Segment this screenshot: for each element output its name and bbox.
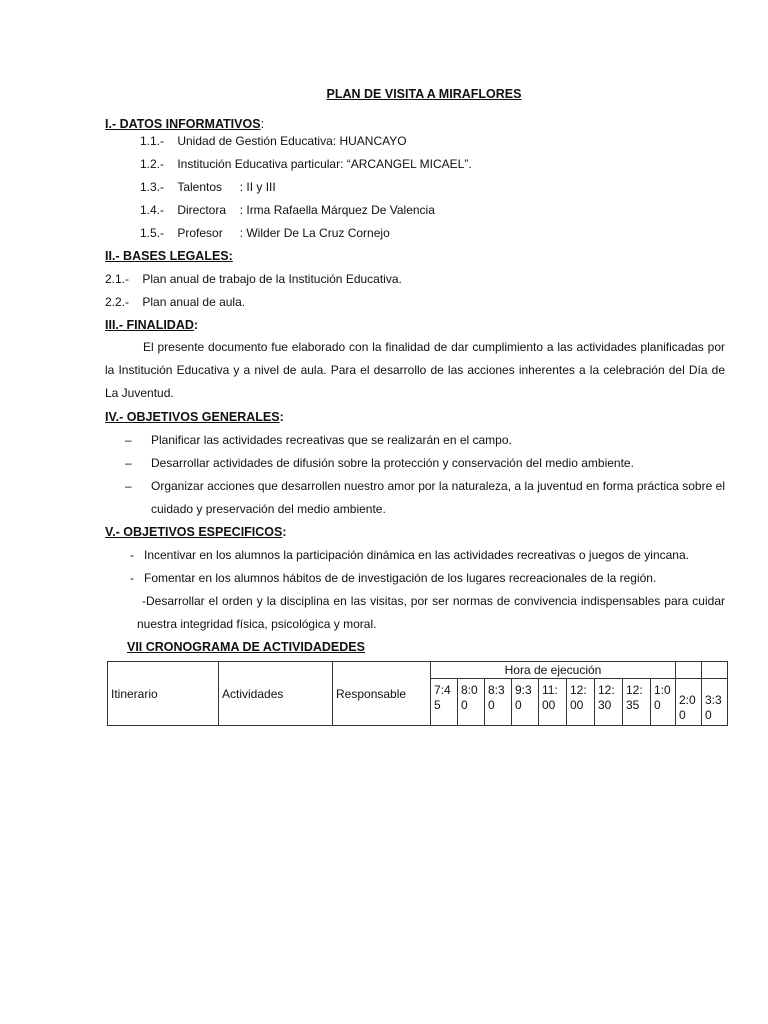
section-heading-datos-suffix: :: [260, 117, 265, 131]
section-heading-finalidad-text: III.- FINALIDAD: [105, 318, 194, 332]
section-heading-objetivos-especificos-suffix: :: [282, 525, 287, 539]
section-heading-finalidad-suffix: :: [193, 318, 199, 332]
bullet-text: Fomentar en los alumnos hábitos de de investigación de los lugares recreacionales de la región.: [144, 571, 657, 585]
bullet-text: Incentivar en los alumnos la participación dinámica en las actividades recreativas o juegos de yincana.: [144, 548, 689, 562]
bullet-dash: –: [125, 433, 132, 447]
item-label: Talentos: [177, 180, 223, 194]
section-heading-datos: [105, 117, 264, 131]
bullet-dash: -: [130, 571, 134, 585]
bullet-dash: –: [125, 456, 132, 470]
hora-cell: 11: 00: [539, 679, 567, 726]
hora-cell: 8:3 0: [485, 679, 512, 726]
header-empty-cell: [702, 662, 728, 679]
hora-cell: 2:0 0: [676, 679, 702, 726]
bullet-dash: -: [130, 548, 134, 562]
datos-item-3: [140, 180, 276, 194]
section-heading-objetivos-especificos: [105, 525, 287, 539]
hora-cell: 7:4 5: [431, 679, 458, 726]
finalidad-paragraph: El presente documento fue elaborado con la finalidad de dar cumplimiento a las actividades planificadas por la Institución Educativa y a nivel de aula. Para el desarrollo de las acciones inherentes a la celebración del Día de La Juventud.: [105, 340, 725, 400]
table-row: [108, 662, 728, 679]
item-label: Profesor: [177, 226, 223, 240]
item-value: : II y III: [239, 180, 276, 194]
datos-item-4: [140, 203, 435, 217]
section-heading-bases-text: II.- BASES LEGALES:: [105, 249, 233, 263]
item-label: Directora: [177, 203, 227, 217]
item-number: 1.2.-: [140, 157, 165, 171]
header-itinerario: Itinerario: [108, 662, 219, 726]
item-value: : Irma Rafaella Márquez De Valencia: [239, 203, 435, 217]
bullet-text: Organizar acciones que desarrollen nuestro amor por la naturaleza, a la juventud en forma práctica sobre el cuidado y preservación del medio ambiente.: [151, 479, 725, 516]
datos-item-1: [140, 134, 407, 148]
section-heading-finalidad: [105, 318, 198, 332]
bullet-dash: -: [142, 594, 146, 608]
section-heading-objetivos-generales-suffix: :: [279, 410, 284, 424]
item-number: 1.3.-: [140, 180, 165, 194]
bases-item-2: [105, 295, 245, 309]
bullet-text: Desarrollar actividades de difusión sobre la protección y conservación del medio ambiente.: [151, 456, 634, 470]
item-text: Plan anual de trabajo de la Institución Educativa.: [142, 272, 402, 286]
bullet-dash: –: [125, 479, 132, 493]
section-heading-objetivos-generales: [105, 410, 284, 424]
item-number: 1.4.-: [140, 203, 165, 217]
hora-cell: 12: 35: [623, 679, 651, 726]
item-text: Plan anual de aula.: [142, 295, 246, 309]
datos-item-5: [140, 226, 390, 240]
item-text: Institución Educativa particular: “ARCANGEL MICAEL”.: [177, 157, 472, 171]
objetivo-especifico-2: [130, 567, 725, 590]
item-number: 1.5.-: [140, 226, 165, 240]
section-heading-bases: [105, 249, 233, 263]
item-text: Unidad de Gestión Educativa: HUANCAYO: [177, 134, 407, 148]
header-empty-cell: [676, 662, 702, 679]
cronograma-table: [107, 661, 728, 726]
bullet-text: Desarrollar el orden y la disciplina en las visitas, por ser normas de convivencia indispensables para cuidar nuestra integridad física, psicológica y moral.: [137, 594, 725, 631]
item-value: : Wilder De La Cruz Cornejo: [239, 226, 390, 240]
objetivo-especifico-1: [130, 544, 725, 567]
section-heading-cronograma-text: VII CRONOGRAMA DE ACTIVIDADEDES: [127, 640, 365, 654]
section-heading-objetivos-generales-text: IV.- OBJETIVOS GENERALES: [105, 410, 280, 424]
item-number: 2.2.-: [105, 295, 130, 309]
hora-cell: 12: 30: [595, 679, 623, 726]
objetivo-general-3: [125, 475, 725, 521]
header-responsable: Responsable: [333, 662, 431, 726]
hora-cell: 9:3 0: [512, 679, 539, 726]
section-heading-objetivos-especificos-text: V.- OBJETIVOS ESPECIFICOS: [105, 525, 283, 539]
objetivo-especifico-3: [125, 590, 725, 636]
bases-item-1: [105, 272, 402, 286]
item-number: 2.1.-: [105, 272, 130, 286]
document-title: PLAN DE VISITA A MIRAFLORES: [326, 87, 522, 101]
item-number: 1.1.-: [140, 134, 165, 148]
objetivo-general-1: [125, 429, 725, 452]
hora-cell: 1:0 0: [651, 679, 676, 726]
header-hora-ejecucion: Hora de ejecución: [431, 662, 676, 679]
hora-cell: 8:0 0: [458, 679, 485, 726]
hora-cell: 12: 00: [567, 679, 595, 726]
header-actividades: Actividades: [219, 662, 333, 726]
bullet-text: Planificar las actividades recreativas que se realizarán en el campo.: [151, 433, 512, 447]
objetivo-general-2: [125, 452, 725, 475]
section-heading-cronograma: [127, 640, 365, 654]
hora-cell: 3:3 0: [702, 679, 728, 726]
section-heading-datos-text: I.- DATOS INFORMATIVOS: [105, 117, 261, 131]
datos-item-2: [140, 157, 472, 171]
